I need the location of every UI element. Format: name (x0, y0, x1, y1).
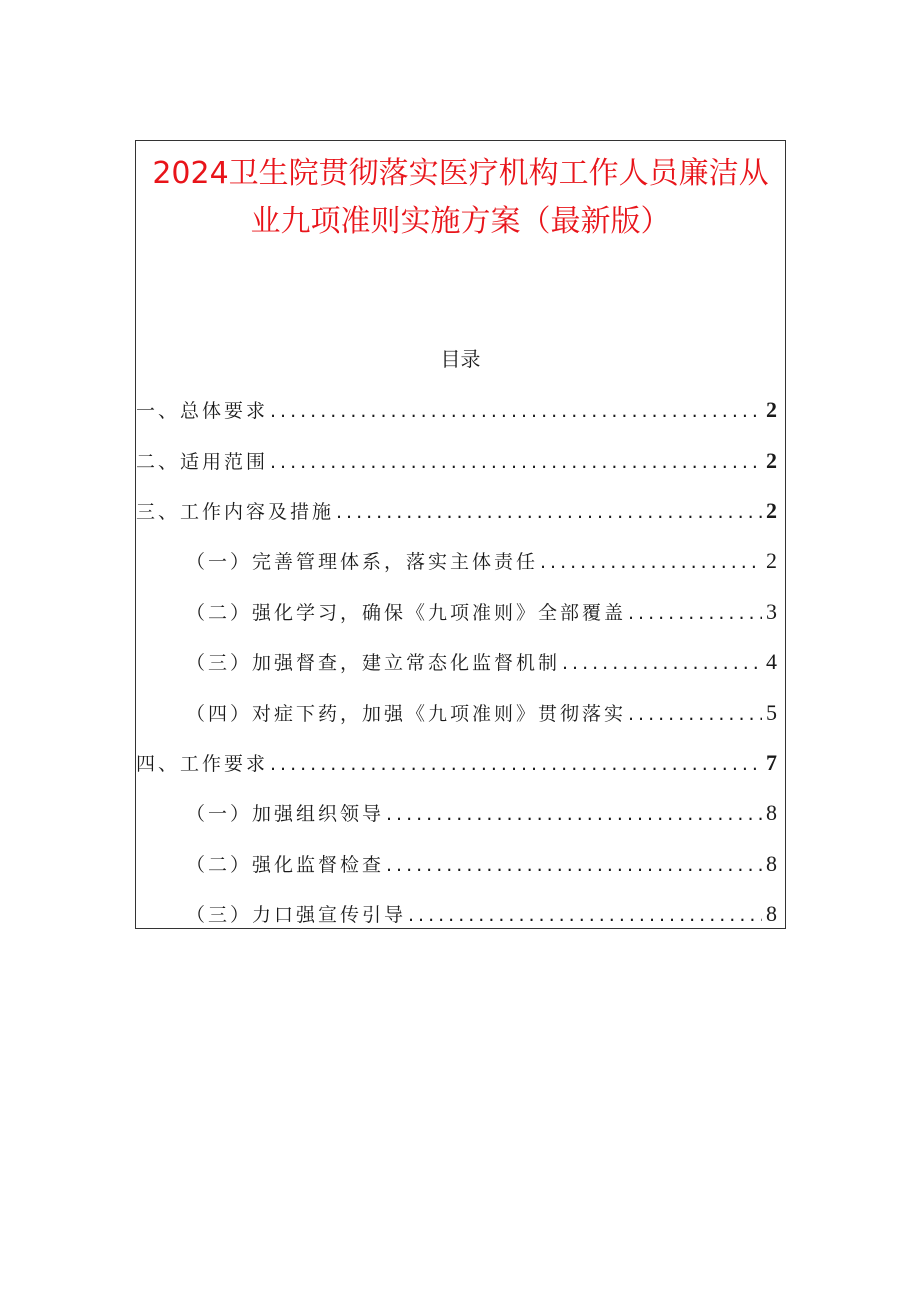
toc-page-number: 2 (766, 448, 777, 473)
toc-entry-label: （三）加强督查，建立常态化监督机制 (186, 652, 561, 674)
toc-leader-dots (408, 898, 762, 932)
toc-entry-label: （二）强化学习，确保《九项准则》全部覆盖 (186, 602, 627, 624)
toc-page-number: 5 (766, 700, 777, 725)
toc-page-number: 2 (766, 498, 777, 523)
toc-entry-label: 四、工作要求 (136, 753, 269, 775)
toc-subentry[interactable] (186, 796, 777, 830)
toc-entry[interactable] (136, 444, 777, 478)
toc-leader-dots (270, 445, 762, 479)
toc-subentry[interactable] (186, 696, 777, 730)
toc-leader-dots (336, 495, 762, 529)
toc-subentry[interactable] (186, 847, 777, 881)
toc-leader-dots (386, 848, 762, 882)
toc-page-number: 8 (766, 800, 777, 825)
toc-leader-dots (628, 697, 762, 731)
toc-subentry[interactable] (186, 544, 777, 578)
toc-leader-dots (628, 596, 762, 630)
toc-leader-dots (270, 394, 762, 428)
toc-page-number: 3 (766, 599, 777, 624)
toc-heading: 目录 (440, 347, 481, 371)
toc-leader-dots (562, 646, 762, 680)
document-title-line-2: 业九项准则实施方案（最新版） (250, 204, 671, 239)
toc-entry-label: （一）加强组织领导 (186, 803, 385, 825)
toc-entry[interactable] (136, 494, 777, 528)
toc-page-number: 2 (766, 397, 777, 422)
toc-subentry[interactable] (186, 897, 777, 931)
toc-page-number: 2 (766, 548, 777, 573)
toc-entry-label: 一、总体要求 (136, 400, 269, 422)
toc-entry-label: 二、适用范围 (136, 451, 269, 473)
table-of-contents (136, 141, 785, 928)
toc-page-number: 8 (766, 901, 777, 926)
toc-page-number: 4 (766, 649, 777, 674)
toc-entry-label: （三）力口强宣传引导 (186, 904, 407, 926)
toc-subentry[interactable] (186, 595, 777, 629)
toc-subentry[interactable] (186, 645, 777, 679)
toc-leader-dots (540, 545, 762, 579)
toc-leader-dots (386, 797, 762, 831)
toc-leader-dots (270, 747, 762, 781)
toc-page-number: 8 (766, 851, 777, 876)
document-frame (135, 140, 786, 929)
document-title-line-1: 2024卫生院贯彻落实医疗机构工作人员廉洁从 (152, 156, 769, 191)
toc-entry-label: （四）对症下药，加强《九项准则》贯彻落实 (186, 703, 627, 725)
toc-entry-label: 三、工作内容及措施 (136, 501, 335, 523)
toc-entry-label: （二）强化监督检查 (186, 854, 385, 876)
toc-entry[interactable] (136, 393, 777, 427)
toc-entry-label: （一）完善管理体系，落实主体责任 (186, 551, 539, 573)
toc-entry[interactable] (136, 746, 777, 780)
toc-page-number: 7 (766, 750, 777, 775)
